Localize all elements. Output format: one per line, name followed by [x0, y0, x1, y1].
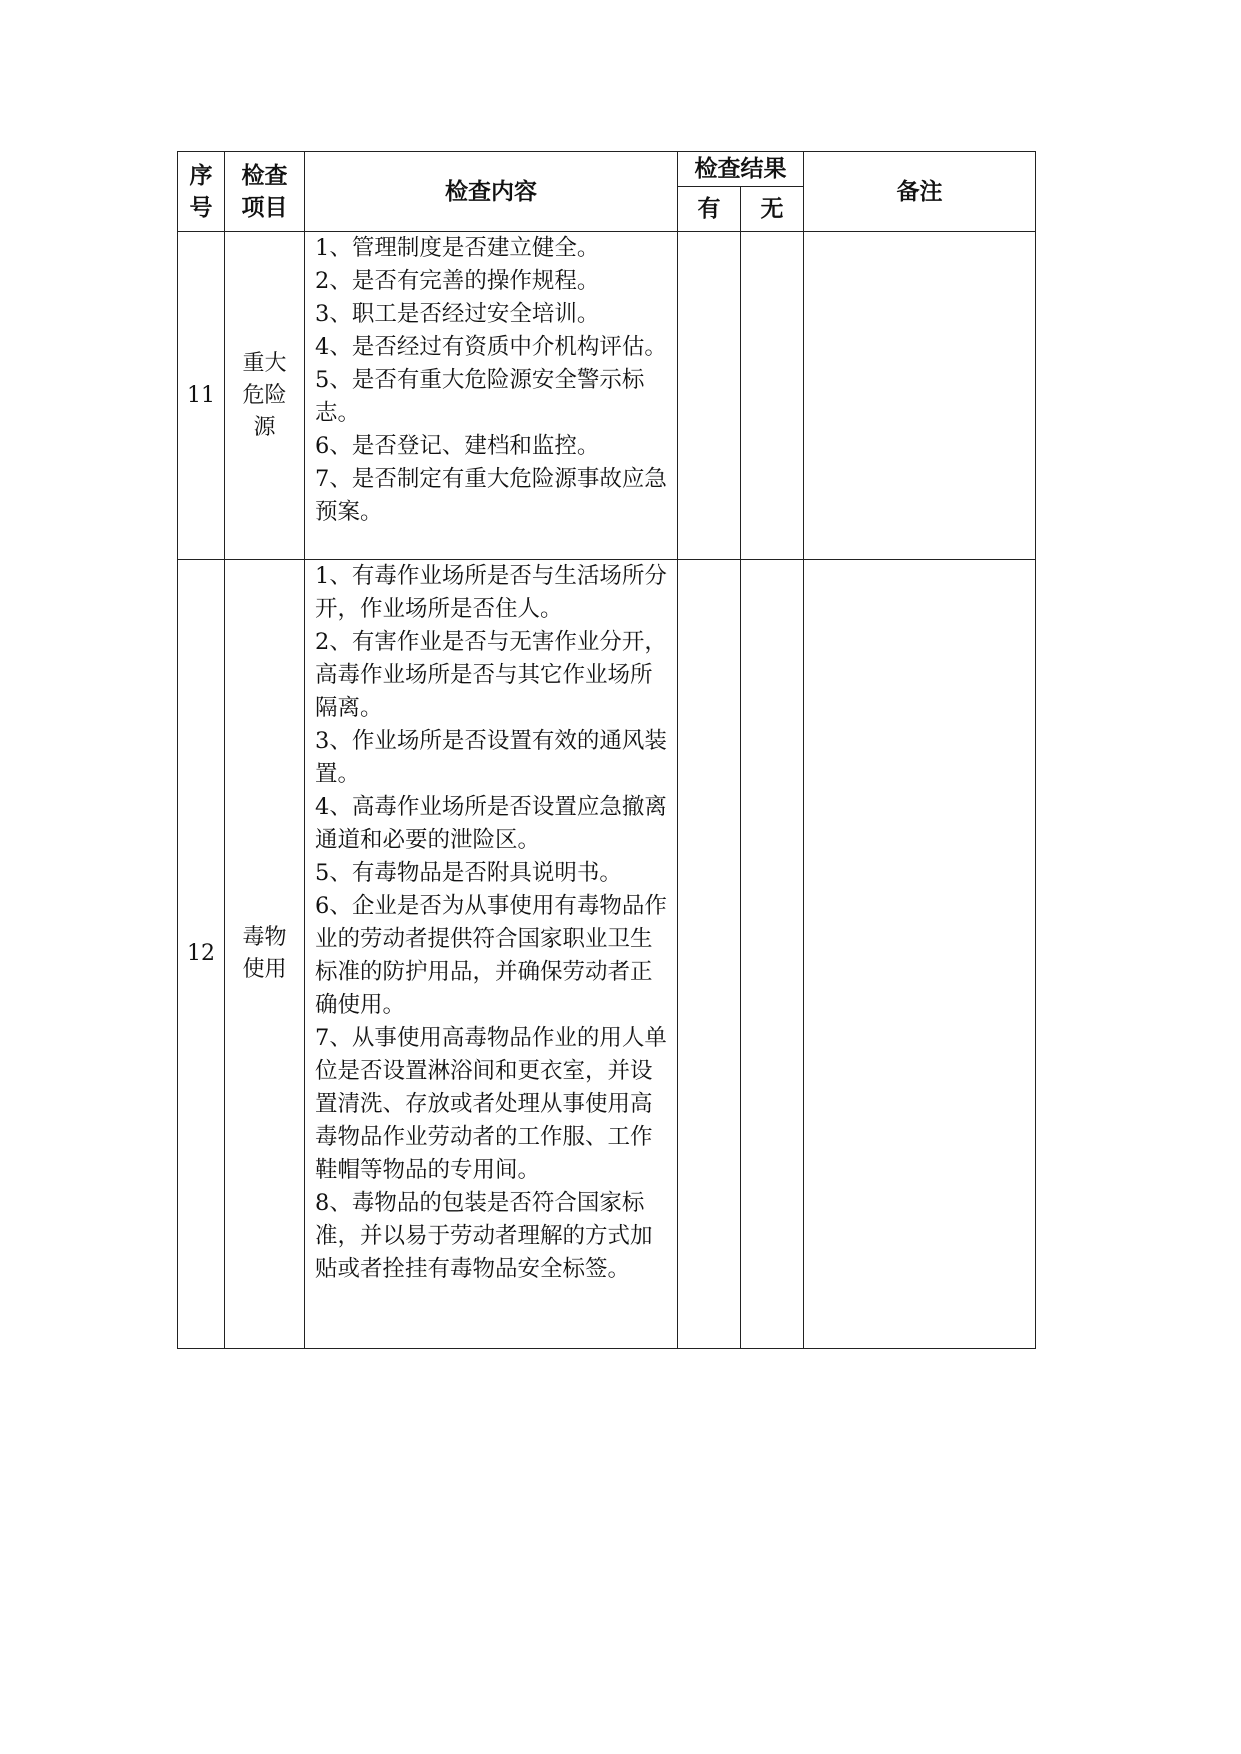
- result-none-cell[interactable]: [741, 232, 804, 560]
- content-line: 6、是否登记、建档和监控。: [315, 433, 600, 459]
- table-row: [178, 560, 1036, 1349]
- content-line: 6、企业是否为从事使用有毒物品作业的劳动者提供符合国家职业卫生标准的防护用品，并确保劳动者正确使用。: [315, 893, 667, 1018]
- header-check-content: 检查内容: [305, 152, 678, 232]
- remark-cell[interactable]: [804, 232, 1036, 560]
- result-yes-cell[interactable]: [678, 232, 741, 560]
- content-line: 8、毒物品的包装是否符合国家标准，并以易于劳动者理解的方式加贴或者拴挂有毒物品安全标签。: [315, 1190, 653, 1282]
- row-check-item: 重大危险源: [225, 232, 305, 560]
- row-check-content: [305, 560, 678, 1349]
- row-check-content: [305, 232, 678, 560]
- header-serial-number: 序号: [178, 152, 225, 232]
- result-yes-cell[interactable]: [678, 560, 741, 1349]
- header-none: 无: [741, 187, 804, 232]
- content-line: 5、有毒物品是否附具说明书。: [315, 860, 622, 886]
- result-none-cell[interactable]: [741, 560, 804, 1349]
- inspection-table: [177, 151, 1036, 1349]
- row-check-item: 毒物使用: [225, 560, 305, 1349]
- content-line: 4、高毒作业场所是否设置应急撤离通道和必要的泄险区。: [315, 794, 667, 853]
- content-line: 3、职工是否经过安全培训。: [315, 301, 600, 327]
- content-line: 1、管理制度是否建立健全。: [315, 235, 600, 261]
- content-line: 3、作业场所是否设置有效的通风装置。: [315, 728, 667, 787]
- row-serial-number: 11: [178, 232, 225, 560]
- content-line: 1、有毒作业场所是否与生活场所分开，作业场所是否住人。: [315, 563, 667, 622]
- content-line: 7、是否制定有重大危险源事故应急预案。: [315, 466, 667, 525]
- content-line: 2、有害作业是否与无害作业分开，高毒作业场所是否与其它作业场所隔离。: [315, 629, 667, 721]
- header-check-item: 检查项目: [225, 152, 305, 232]
- table-row: [178, 232, 1036, 560]
- remark-cell[interactable]: [804, 560, 1036, 1349]
- row-serial-number: 12: [178, 560, 225, 1349]
- header-check-result: 检查结果: [678, 152, 804, 187]
- header-remark: 备注: [804, 152, 1036, 232]
- content-line: 4、是否经过有资质中介机构评估。: [315, 334, 667, 360]
- content-line: 2、是否有完善的操作规程。: [315, 268, 600, 294]
- header-yes: 有: [678, 187, 741, 232]
- content-line: 5、是否有重大危险源安全警示标志。: [315, 367, 645, 426]
- content-line: 7、从事使用高毒物品作业的用人单位是否设置淋浴间和更衣室，并设置清洗、存放或者处理从事使用高毒物品作业劳动者的工作服、工作鞋帽等物品的专用间。: [315, 1025, 667, 1183]
